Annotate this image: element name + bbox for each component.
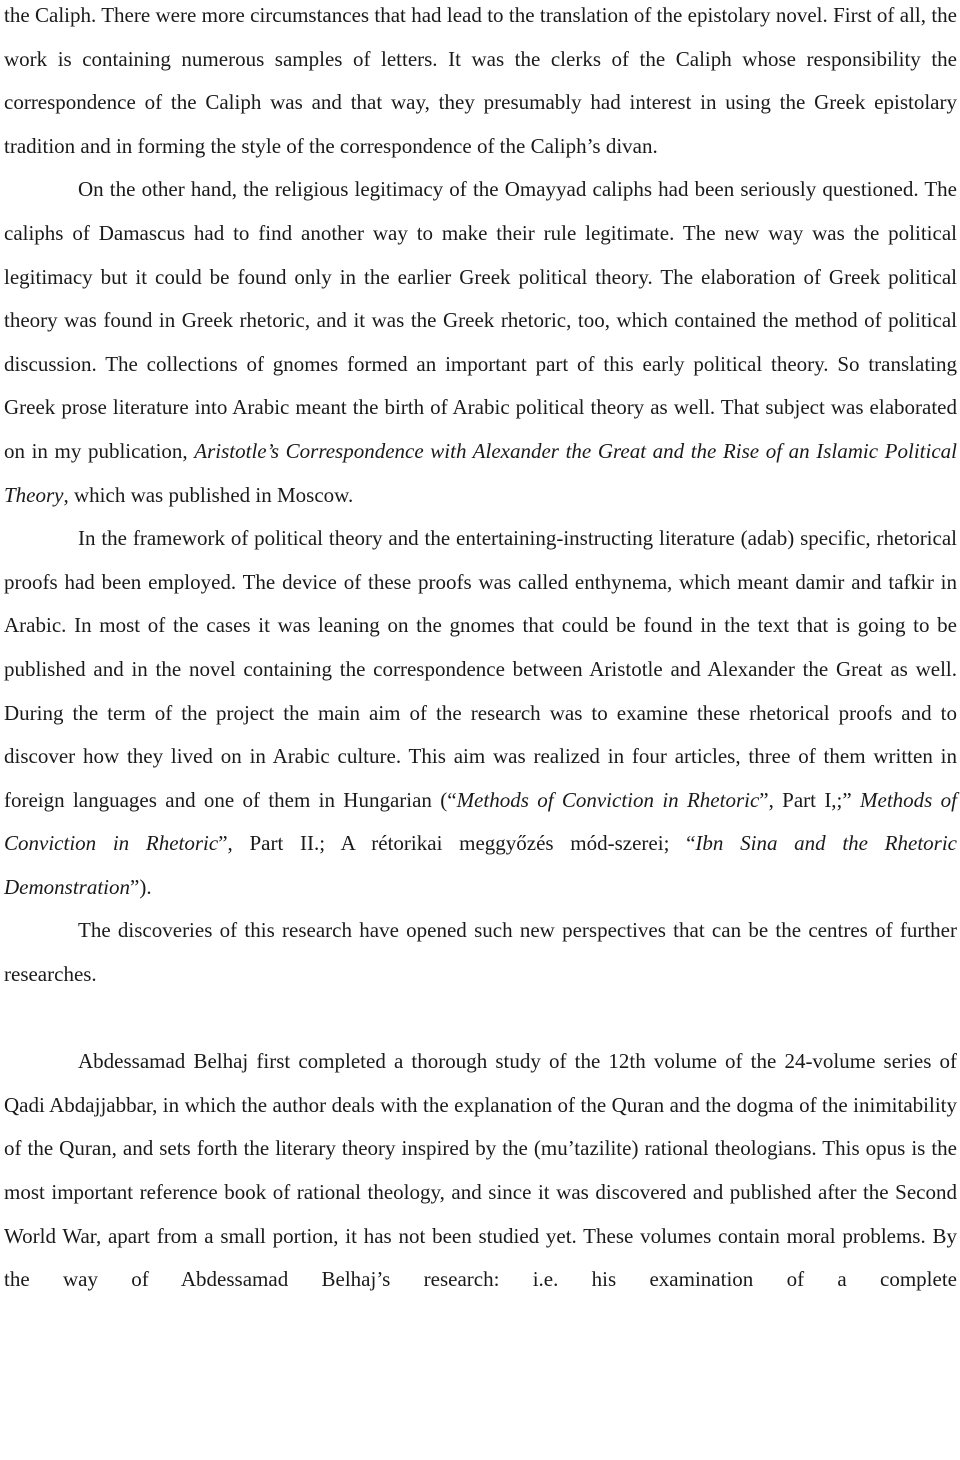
paragraph-text: Abdessamad Belhaj first completed a thorough study of the 12th volume of the 24-volume series of Qadi Abdajjabbar, in which the author deals with the explanation of the Quran and the dogma of the inimitability of the Quran, and sets forth the literary theory inspired by the (mu’tazilite) rational theologians. This opus is the most important reference book of rational theology, and since it was discovered and published after the Second World War, apart from a small portion, it has not been studied yet. These volumes contain moral problems. By the way of Abdessamad Belhaj’s research: i.e. his examination of a complete [4, 1049, 957, 1292]
paragraph-text: The discoveries of this research have opened such new perspectives that can be the centres of further researches. [4, 918, 957, 987]
paragraph-text: ”). [130, 874, 152, 899]
article-title: Methods of Conviction in Rhetoric [456, 787, 760, 812]
paragraph-text: ”, Part I,;” [759, 787, 861, 812]
paragraph-text: ”, Part II.; A rétorikai meggyőzés mód-szerei; “ [218, 831, 696, 856]
paragraph-discoveries [4, 909, 957, 996]
paragraph-text: the Caliph. There were more circumstances that had lead to the translation of the epistolary novel. First of all, the work is containing numerous samples of letters. It was the clerks of the Caliph whose responsibility the correspondence of the Caliph was and that way, they presumably had interest in using the Greek epistolary tradition and in forming the style of the correspondence of the Caliph’s divan. [4, 3, 957, 158]
paragraph-gap [4, 997, 957, 1041]
paragraph-caliph-correspondence [4, 0, 957, 168]
document-page [4, 0, 957, 1302]
paragraph-text: On the other hand, the religious legitimacy of the Omayyad caliphs had been seriously questioned. The caliphs of Damascus had to find another way to make their rule legitimate. The new way was the political legitimacy but it could be found only in the earlier Greek political theory. The elaboration of Greek political theory was found in Greek rhetoric, and it was the Greek rhetoric, too, which contained the method of political discussion. The collections of gnomes formed an important part of this early political theory. So translating Greek prose literature into Arabic meant the birth of Arabic political theory as well. That subject was elaborated on in my publication, [4, 177, 957, 463]
paragraph-rhetorical-proofs [4, 517, 957, 909]
article-title: Ibn Sina and the Rhetoric Demonstration [4, 831, 957, 899]
paragraph-belhaj-study [4, 1040, 957, 1302]
paragraph-text: In the framework of political theory and the entertaining-instructing literature (adab) specific, rhetorical proofs had been employed. The device of these proofs was called enthynema, which meant damir and tafkir in Arabic. In most of the cases it was leaning on the gnomes that could be found in the text that is going to be published and in the novel containing the correspondence between Aristotle and Alexander the Great as well. During the term of the project the main aim of the research was to examine these rhetorical proofs and to discover how they lived on in Arabic culture. This aim was realized in four articles, three of them written in foreign languages and one of them in Hungarian (“ [4, 526, 957, 812]
paragraph-political-legitimacy [4, 168, 957, 517]
article-title: Methods of Conviction in Rhetoric [4, 787, 958, 856]
paragraph-text: , which was published in Moscow. [63, 482, 354, 507]
publication-title: Aristotle’s Correspondence with Alexander the Great and the Rise of an Islamic Political Theory [4, 438, 957, 507]
